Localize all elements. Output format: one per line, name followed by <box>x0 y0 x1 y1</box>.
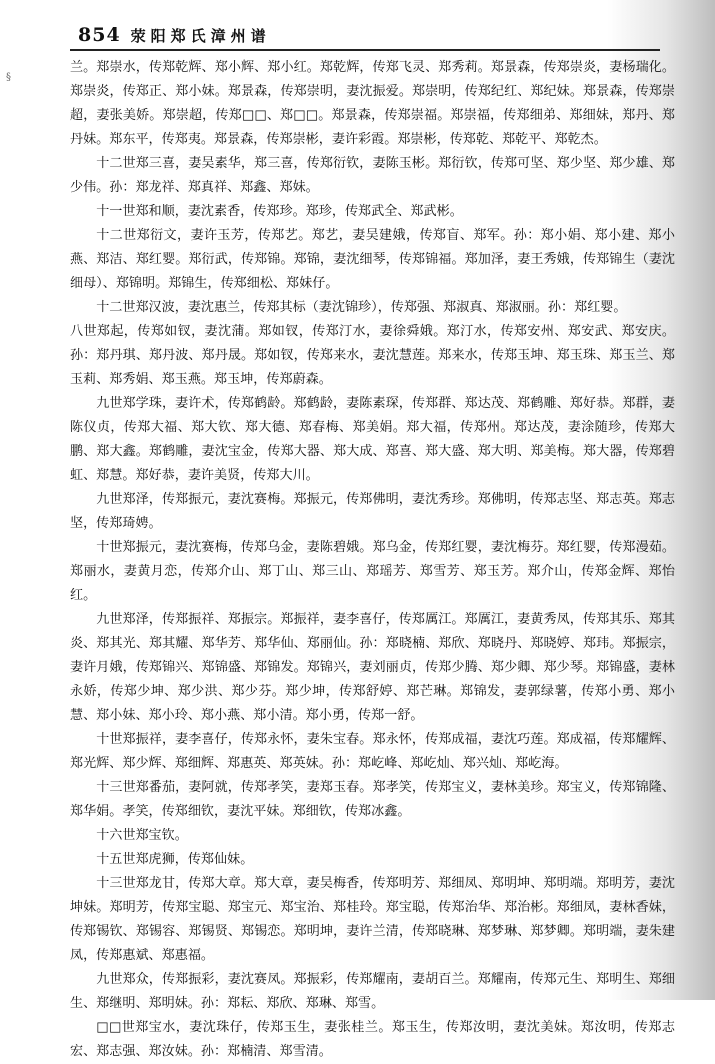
paragraph: 十三世郑龙甘，传郑大章。郑大章，妻吴梅香，传郑明芳、郑细凤、郑明坤、郑明端。郑明芳，妻沈坤妹。郑明芳，传郑宝聪、郑宝元、郑宝治、郑桂玲。郑宝聪，传郑治华、郑治彬。郑细凤，妻林香妹，传郑锡钦、郑锡容、郑锡贤、郑锡恋。郑明坤，妻许兰清，传郑晓琳、郑梦琳、郑梦卿。郑明端，妻朱建凤，传郑惠斌、郑惠福。 <box>70 876 675 963</box>
book-title: 荥阳郑氏漳州谱 <box>130 27 271 45</box>
margin-mark: § <box>6 72 11 83</box>
paragraph: 十世郑振元，妻沈赛梅，传郑乌金，妻陈碧娥。郑乌金，传郑红婴，妻沈梅芬。郑红婴，传郑漫茹。郑丽水，妻黄月恋，传郑介山、郑丁山、郑三山、郑瑶芳、郑雪芳、郑玉芳。郑介山，传郑金辉、郑怡红。 <box>70 540 675 603</box>
paragraph: 十二世郑衍文，妻许玉芳，传郑艺。郑艺，妻吴建娥，传郑盲、郑军。孙：郑小娟、郑小建、郑小燕、郑洁、郑红婴。郑衍武，传郑锦。郑锦，妻沈细琴，传郑锦福。郑加泽，妻王秀娥，传郑锦生（妻沈细母）、郑锦明。郑锦生，传郑细松、郑妹仔。 <box>70 228 675 291</box>
genealogy-text <box>70 56 675 1064</box>
paragraph: 兰。郑崇水，传郑乾辉、郑小辉、郑小红。郑乾辉，传郑飞灵、郑秀莉。郑景森，传郑崇炎，妻杨瑞化。郑崇炎，传郑正、郑小妹。郑景森，传郑崇明，妻沈振爱。郑崇明，传郑纪红、郑纪妹。郑景森，传郑崇超，妻张美娇。郑崇超，传郑□□、郑□□。郑景森，传郑崇福。郑崇福，传郑细弟、郑细妹，郑丹、郑丹妹。郑东平，传郑夷。郑景森，传郑崇彬，妻许彩霞。郑崇彬，传郑乾、郑乾平、郑乾杰。 <box>70 60 675 147</box>
paragraph: 十三世郑番茄，妻阿就，传郑孝笑，妻郑玉春。郑孝笑，传郑宝义，妻林美珍。郑宝义，传郑锦隆、郑华娟。孝笑，传郑细钦，妻沈平妹。郑细钦，传郑冰鑫。 <box>70 780 675 819</box>
paragraph: 九世郑泽，传郑振祥、郑振宗。郑振祥，妻李喜仔，传郑厲江。郑厲江，妻黄秀凤，传郑其乐、郑其炎、郑其光、郑其耀、郑华芳、郑华仙、郑丽仙。孙：郑晓楠、郑欣、郑晓丹、郑晓婷、郑玮。郑振宗，妻许月娥，传郑锦兴、郑锦盛、郑锦发。郑锦兴，妻刘丽贞，传郑少腾、郑少卿、郑少琴。郑锦盛，妻林永娇，传郑少坤、郑少洪、郑少芬。郑少坤，传郑舒婷、郑芒琳。郑锦发，妻郭绿薯，传郑小勇、郑小慧、郑小妹、郑小玲、郑小燕、郑小清。郑小勇，传郑一舒。 <box>70 612 675 723</box>
page-number: 854 <box>78 24 121 46</box>
paragraph: 十世郑振祥，妻李喜仔，传郑永怀，妻朱宝春。郑永怀，传郑成福，妻沈巧莲。郑成福，传郑耀辉、郑光辉、郑少辉、郑细辉、郑惠英、郑英妹。孙：郑屹峰、郑屹灿、郑兴灿、郑屹海。 <box>70 732 675 771</box>
paragraph: 九世郑泽，传郑振元，妻沈赛梅。郑振元，传郑佛明，妻沈秀珍。郑佛明，传郑志坚、郑志英。郑志坚，传郑琦娉。 <box>70 492 675 531</box>
paragraph: 十一世郑和顺，妻沈素香，传郑珍。郑珍，传郑武全、郑武彬。 <box>96 204 463 219</box>
paragraph: 九世郑学珠，妻许术，传郑鹤龄。郑鹤龄，妻陈素琛，传郑群、郑达茂、郑鹤雕、郑好恭。郑群，妻陈仪贞，传郑大福、郑大钦、郑大德、郑春梅、郑美娟。郑大福，传郑州。郑达茂，妻涂随珍，传郑大鹏、郑大鑫。郑鹤雕，妻沈宝金，传郑大器、郑大成、郑喜、郑大盛、郑大明、郑美梅。郑大器，传郑碧虹、郑慧。郑好恭，妻许美贤，传郑大川。 <box>70 396 675 483</box>
paragraph: 十二世郑三喜，妻吴素华，郑三喜，传郑衍钦，妻陈玉彬。郑衍钦，传郑可坚、郑少坚、郑少雄、郑少伟。孙：郑龙祥、郑真祥、郑鑫、郑妹。 <box>70 156 675 195</box>
header-rule <box>70 49 660 51</box>
paragraph: 九世郑众，传郑振彩，妻沈赛凤。郑振彩，传郑耀南，妻胡百兰。郑耀南，传郑元生、郑明生、郑细生、郑继明、郑明妹。孙：郑耘、郑欣、郑琳、郑雪。 <box>70 972 675 1011</box>
paragraph: 十二世郑汉波，妻沈惠兰，传郑其标（妻沈锦珍），传郑强、郑淑真、郑淑丽。孙：郑红婴。 <box>96 300 627 315</box>
paragraph: □□世郑宝水，妻沈珠仔，传郑玉生，妻张桂兰。郑玉生，传郑汝明，妻沈美妹。郑汝明，传郑志宏、郑志强、郑汝妹。孙：郑楠清、郑雪清。 <box>70 1020 675 1059</box>
paragraph: 十六世郑宝钦。 <box>96 828 188 843</box>
paragraph: 八世郑起，传郑如钗，妻沈蒲。郑如钗，传郑汀水，妻徐舜娥。郑汀水，传郑安州、郑安武、郑安庆。孙：郑丹琪、郑丹波、郑丹晟。郑如钗，传郑来水，妻沈慧莲。郑来水，传郑玉坤、郑玉珠、郑玉兰、郑玉莉、郑秀娟、郑玉燕。郑玉坤，传郑蔚森。 <box>70 324 675 387</box>
page-header <box>78 10 648 46</box>
paragraph: 十五世郑虎狮，传郑仙妹。 <box>96 852 254 867</box>
